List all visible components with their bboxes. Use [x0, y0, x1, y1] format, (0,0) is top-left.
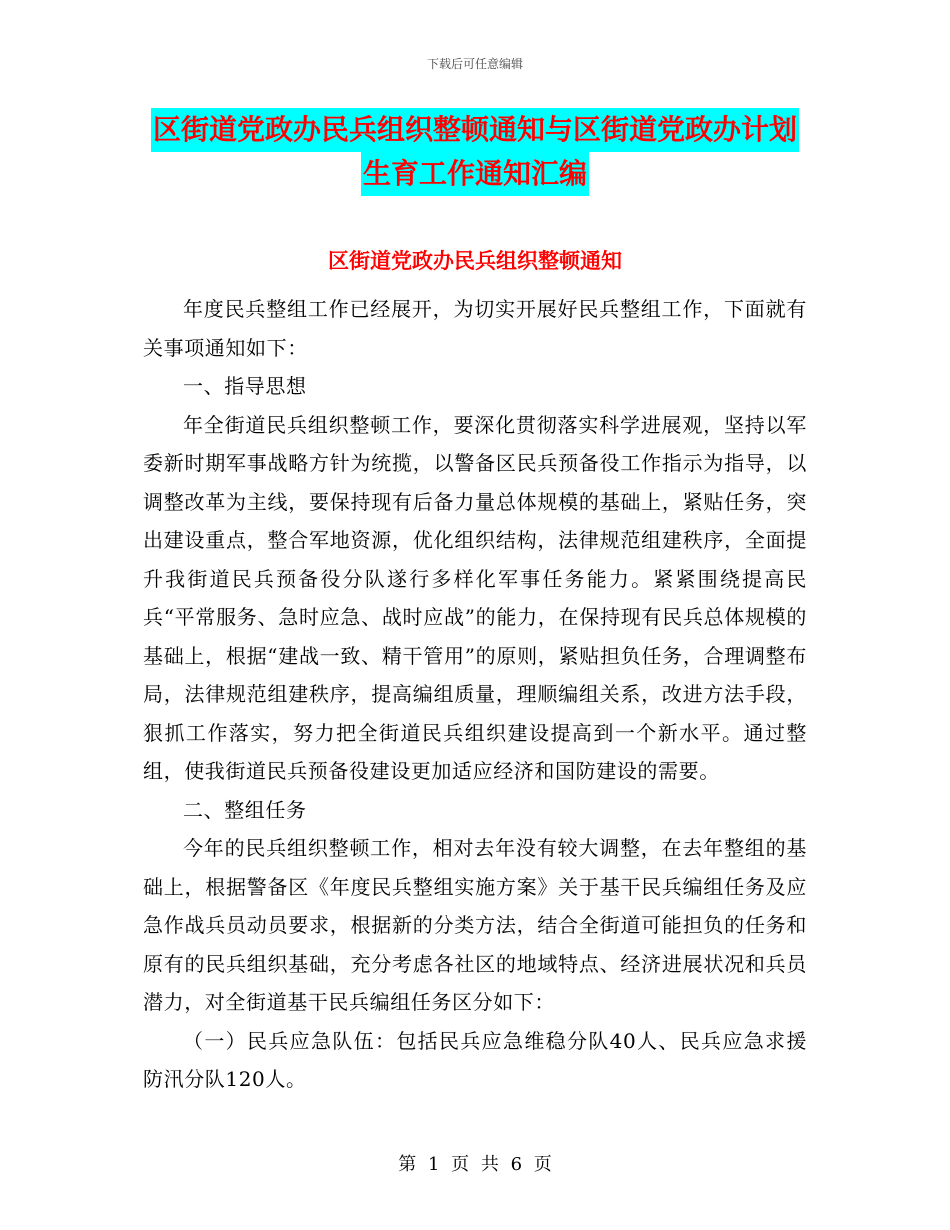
- body-paragraph: 一、指导思想: [183, 374, 307, 398]
- page-header-note: 下载后可任意编辑: [426, 57, 523, 71]
- body-paragraph: 年度民兵整组工作已经展开，为切实开展好民兵整组工作，下面就有关事项通知如下：: [143, 297, 807, 360]
- section-title: 区街道党政办民兵组织整顿通知: [328, 249, 622, 273]
- body-paragraph: 今年的民兵组织整顿工作，相对去年没有较大调整，在去年整组的基础上，根据警备区《年度民兵整组实施方案》关于基干民兵编组任务及应急作战兵员动员要求，根据新的分类方法，结合全街道可能担负的任务和原有的民兵组织基础，充分考虑各社区的地域特点、经济进展状况和兵员潜力，对全街道基干民兵编组任务区分如下：: [143, 836, 807, 1014]
- document-title-line-1: 区街道党政办民兵组织整顿通知与区街道党政办计划: [151, 108, 799, 152]
- page-number-footer: 第 1 页 共 6 页: [398, 1154, 552, 1175]
- document-body: [143, 290, 807, 1099]
- body-paragraph: 年全街道民兵组织整顿工作，要深化贯彻落实科学进展观，坚持以军委新时期军事战略方针为统揽，以警备区民兵预备役工作指示为指导，以调整改革为主线，要保持现有后备力量总体规模的基础上，紧贴任务，突出建设重点，整合军地资源，优化组织结构，法律规范组建秩序，全面提升我街道民兵预备役分队遂行多样化军事任务能力。紧紧围绕提高民兵“平常服务、急时应急、战时应战”的能力，在保持现有民兵总体规模的基础上，根据“建战一致、精干管用”的原则，紧贴担负任务，合理调整布局，法律规范组建秩序，提高编组质量，理顺编组关系，改进方法手段，狠抓工作落实，努力把全街道民兵组织建设提高到一个新水平。通过整组，使我街道民兵预备役建设更加适应经济和国防建设的需要。: [143, 412, 807, 783]
- document-title-line-2: 生育工作通知汇编: [361, 152, 589, 196]
- body-paragraph: （一）民兵应急队伍：包括民兵应急维稳分队40人、民兵应急求援防汛分队120人。: [143, 1028, 807, 1091]
- document-title: [140, 108, 810, 196]
- body-paragraph: 二、整组任务: [183, 797, 307, 822]
